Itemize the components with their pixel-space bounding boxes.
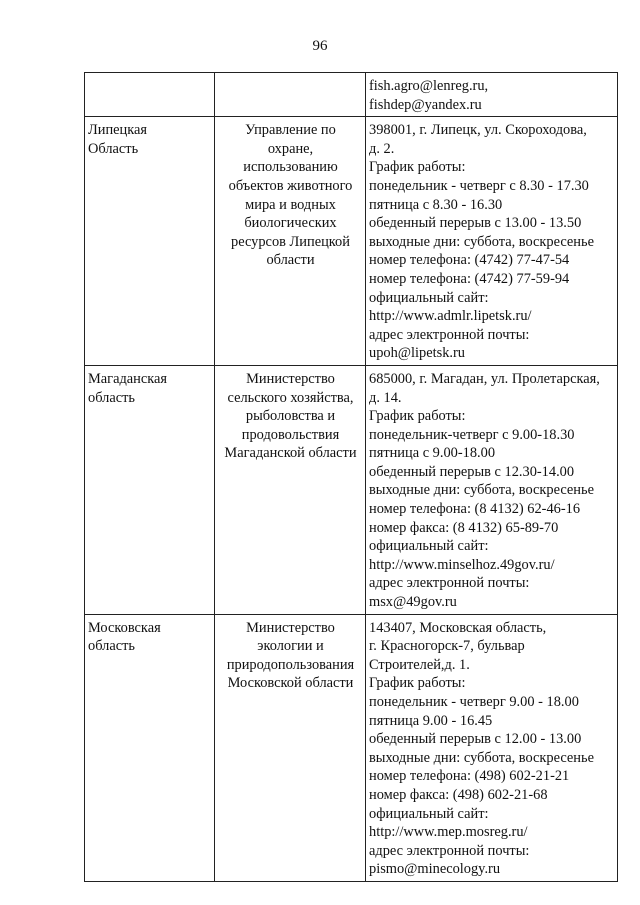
email-label: адрес электронной почты: [369, 842, 530, 859]
organization-cell [215, 365, 366, 614]
email-address: upoh@lipetsk.ru [369, 345, 465, 362]
schedule-line: обеденный перерыв с 12.00 - 13.00 [369, 731, 582, 748]
region-line: Московская [88, 619, 161, 636]
organization-line: рыболовства и [245, 408, 336, 425]
phone-line: номер телефона: (498) 602-21-21 [369, 768, 570, 785]
schedule-line: выходные дни: суббота, воскресенье [369, 749, 594, 766]
website-url: http://www.mep.mosreg.ru/ [369, 824, 528, 841]
organization-cell [215, 73, 366, 117]
table-body [85, 73, 618, 882]
region-line: Липецкая [88, 122, 148, 139]
contact-line: fishdep@yandex.ru [369, 96, 482, 113]
contact-info-cell [366, 614, 618, 881]
region-line: Область [88, 140, 139, 157]
organization-line: природопользования [226, 656, 355, 673]
organization-line: экологии и [257, 638, 324, 655]
fax-line: номер факса: (498) 602-21-68 [369, 786, 548, 803]
fax-line: номер факса: (8 4132) 65-89-70 [369, 519, 559, 536]
phone-line: номер телефона: (4742) 77-47-54 [369, 252, 570, 269]
region-cell [85, 73, 215, 117]
address-line: д. 14. [369, 389, 402, 406]
organization-line: области [266, 252, 315, 269]
organization-line: Управление по [245, 122, 336, 139]
website-url: http://www.minselhoz.49gov.ru/ [369, 556, 555, 573]
address-line: 143407, Московская область, [369, 619, 547, 636]
schedule-line: понедельник - четверг с 8.30 - 17.30 [369, 177, 589, 194]
organization-line: охране, [267, 140, 314, 157]
website-label: официальный сайт: [369, 289, 489, 306]
organization-line: Министерство [246, 370, 335, 387]
schedule-line: пятница с 8.30 - 16.30 [369, 196, 503, 213]
table-row [85, 117, 618, 366]
email-address: pismo@minecology.ru [369, 861, 501, 878]
schedule-line: обеденный перерыв с 12.30-14.00 [369, 463, 575, 480]
website-label: официальный сайт: [369, 538, 489, 555]
address-line: 685000, г. Магадан, ул. Пролетарская, [369, 370, 600, 387]
organization-line: использованию [243, 159, 338, 176]
phone-line: номер телефона: (8 4132) 62-46-16 [369, 501, 581, 518]
table-row [85, 73, 618, 117]
contact-line: fish.agro@lenreg.ru, [369, 78, 489, 94]
organization-line: сельского хозяйства, [227, 389, 354, 406]
website-label: официальный сайт: [369, 805, 489, 822]
address-line: 398001, г. Липецк, ул. Скороходова, [369, 122, 587, 139]
region-line: область [88, 389, 135, 406]
schedule-heading: График работы: [369, 408, 466, 425]
region-cell [85, 614, 215, 881]
region-cell [85, 365, 215, 614]
email-address: msx@49gov.ru [369, 594, 457, 611]
organization-line: мира и водных [245, 196, 336, 213]
organization-line: продовольствия [241, 426, 340, 443]
schedule-line: выходные дни: суббота, воскресенье [369, 233, 594, 250]
contact-info-cell [366, 365, 618, 614]
region-cell [85, 117, 215, 366]
organization-cell [215, 117, 366, 366]
email-label: адрес электронной почты: [369, 575, 530, 592]
region-line: область [88, 638, 135, 655]
table-row [85, 365, 618, 614]
address-line: г. Красногорск-7, бульвар [369, 638, 525, 655]
schedule-line: понедельник - четверг 9.00 - 18.00 [369, 694, 579, 710]
address-line: Строителей,д. 1. [369, 656, 470, 673]
phone-line: номер телефона: (4742) 77-59-94 [369, 270, 570, 287]
page-number: 96 [312, 38, 328, 54]
contact-info-cell [366, 73, 618, 117]
schedule-line: пятница с 9.00-18.00 [369, 445, 496, 462]
organization-line: объектов животного [228, 177, 353, 194]
organization-line: биологических [244, 215, 337, 232]
schedule-heading: График работы: [369, 159, 466, 176]
organization-line: Магаданской области [224, 445, 357, 462]
schedule-line: понедельник-четверг с 9.00-18.30 [369, 426, 575, 443]
schedule-line: обеденный перерыв с 13.00 - 13.50 [369, 215, 582, 232]
contact-info-cell [366, 117, 618, 366]
table-row [85, 614, 618, 881]
schedule-heading: График работы: [369, 675, 466, 692]
region-line: Магаданская [88, 370, 168, 387]
organization-cell [215, 614, 366, 881]
address-line: д. 2. [369, 140, 395, 157]
organization-line: Министерство [246, 619, 335, 636]
contacts-table [84, 72, 618, 882]
organization-line: ресурсов Липецкой [231, 233, 350, 250]
website-url: http://www.admlr.lipetsk.ru/ [369, 308, 532, 325]
email-label: адрес электронной почты: [369, 326, 530, 343]
schedule-line: выходные дни: суббота, воскресенье [369, 482, 594, 499]
schedule-line: пятница 9.00 - 16.45 [369, 712, 493, 729]
organization-line: Московской области [227, 675, 354, 692]
